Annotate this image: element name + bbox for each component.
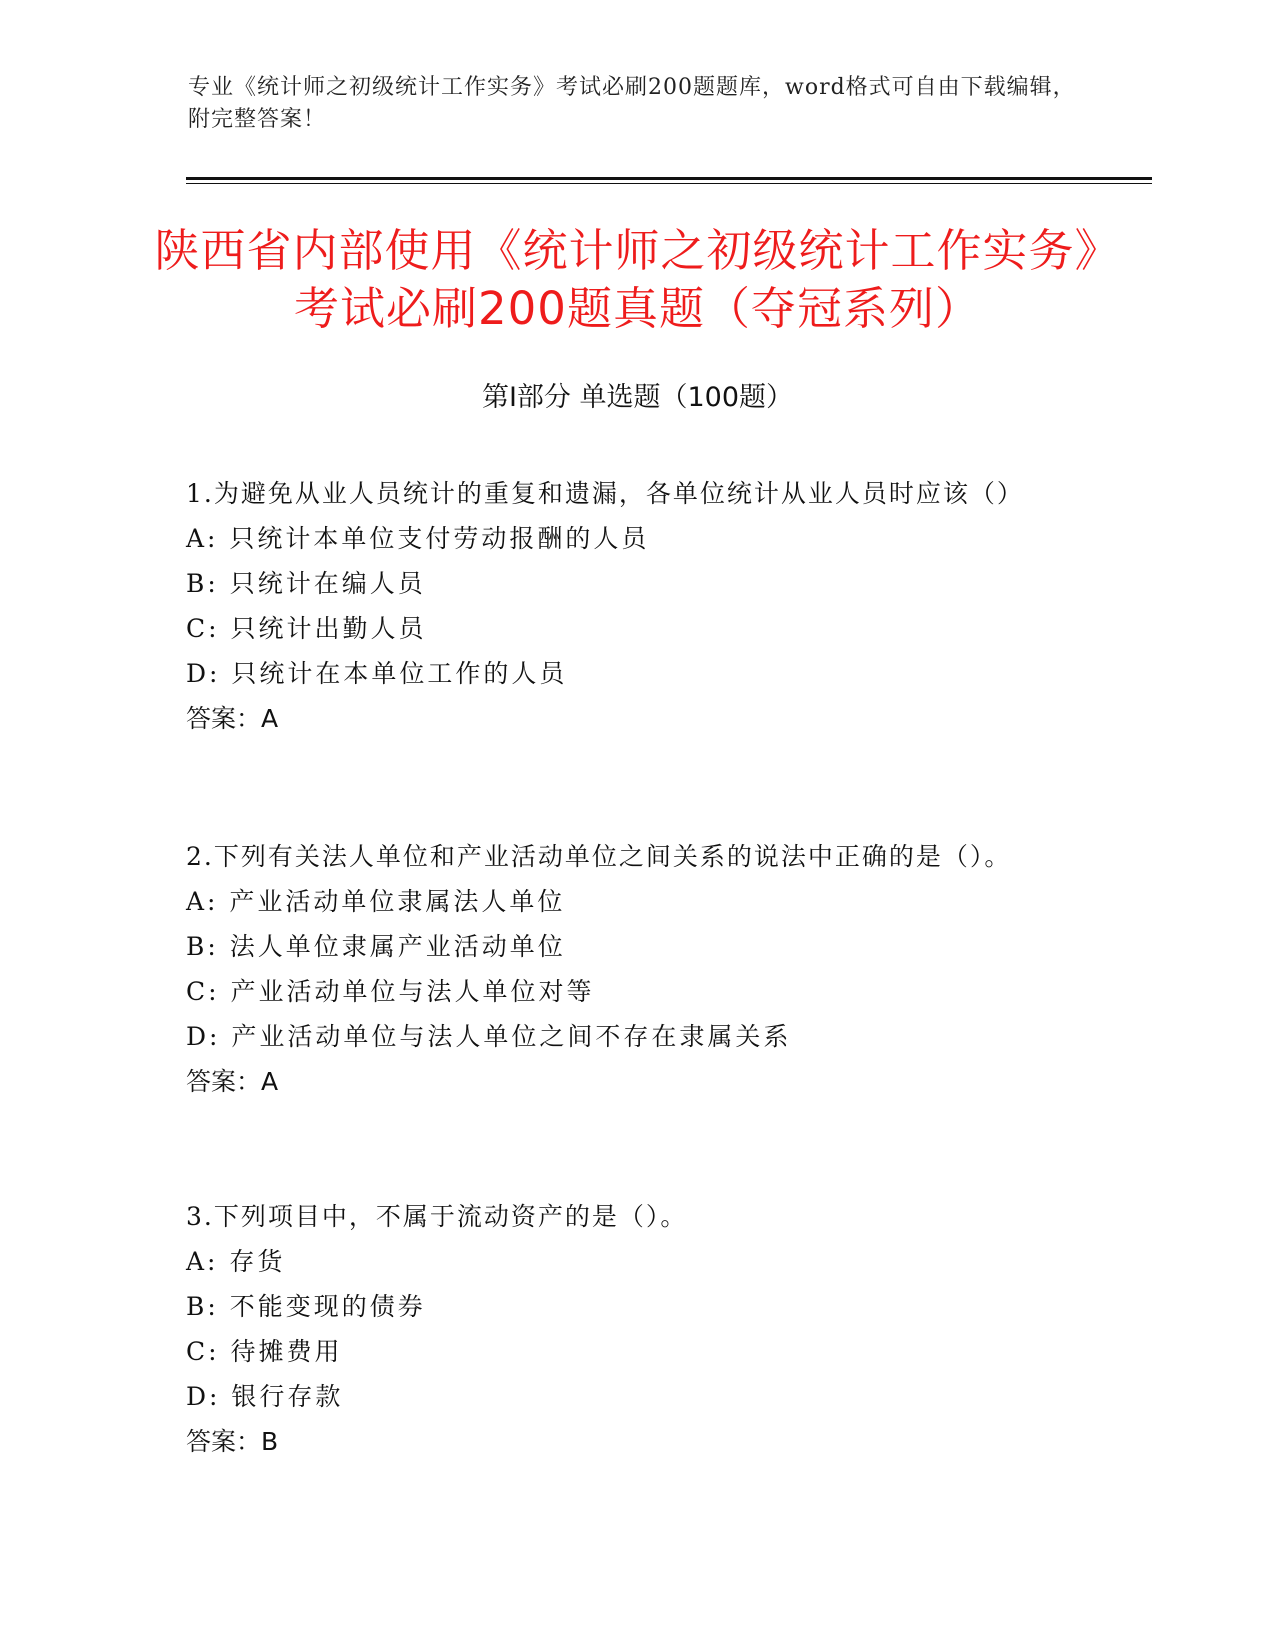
header-note: 专业《统计师之初级统计工作实务》考试必刷200题题库，word格式可自由下载编辑，附完整答案！ bbox=[188, 75, 1076, 132]
option-c: C: 产业活动单位与法人单位对等 bbox=[186, 977, 595, 1006]
option-b: B: 只统计在编人员 bbox=[186, 569, 426, 598]
answer-line: 答案：B bbox=[186, 1427, 279, 1456]
question-item bbox=[186, 472, 1066, 742]
header-divider-thin bbox=[186, 183, 1152, 184]
document-title: 陕西省内部使用《统计师之初级统计工作实务》考试必刷200题真题（夺冠系列） bbox=[154, 224, 1121, 335]
option-a: A: 只统计本单位支付劳动报酬的人员 bbox=[186, 524, 650, 553]
header-divider-thick bbox=[186, 177, 1152, 180]
section-title: 第Ⅰ部分 单选题（100题） bbox=[481, 382, 794, 413]
option-a: A: 存货 bbox=[186, 1247, 286, 1276]
question-stem: 1.为避免从业人员统计的重复和遗漏，各单位统计从业人员时应该（） bbox=[186, 479, 1024, 508]
option-b: B: 法人单位隶属产业活动单位 bbox=[186, 932, 566, 961]
option-d: D: 银行存款 bbox=[186, 1382, 344, 1411]
option-d: D: 产业活动单位与法人单位之间不存在隶属关系 bbox=[186, 1022, 792, 1051]
question-item bbox=[186, 835, 1066, 1105]
answer-line: 答案：A bbox=[186, 1067, 279, 1096]
option-a: A: 产业活动单位隶属法人单位 bbox=[186, 887, 566, 916]
question-item bbox=[186, 1195, 1066, 1465]
option-c: C: 只统计出勤人员 bbox=[186, 614, 427, 643]
answer-line: 答案：A bbox=[186, 704, 279, 733]
question-stem: 2.下列有关法人单位和产业活动单位之间关系的说法中正确的是（）。 bbox=[186, 842, 1012, 871]
option-b: B: 不能变现的债券 bbox=[186, 1292, 426, 1321]
question-stem: 3.下列项目中，不属于流动资产的是（）。 bbox=[186, 1202, 688, 1231]
option-d: D: 只统计在本单位工作的人员 bbox=[186, 659, 568, 688]
option-c: C: 待摊费用 bbox=[186, 1337, 343, 1366]
